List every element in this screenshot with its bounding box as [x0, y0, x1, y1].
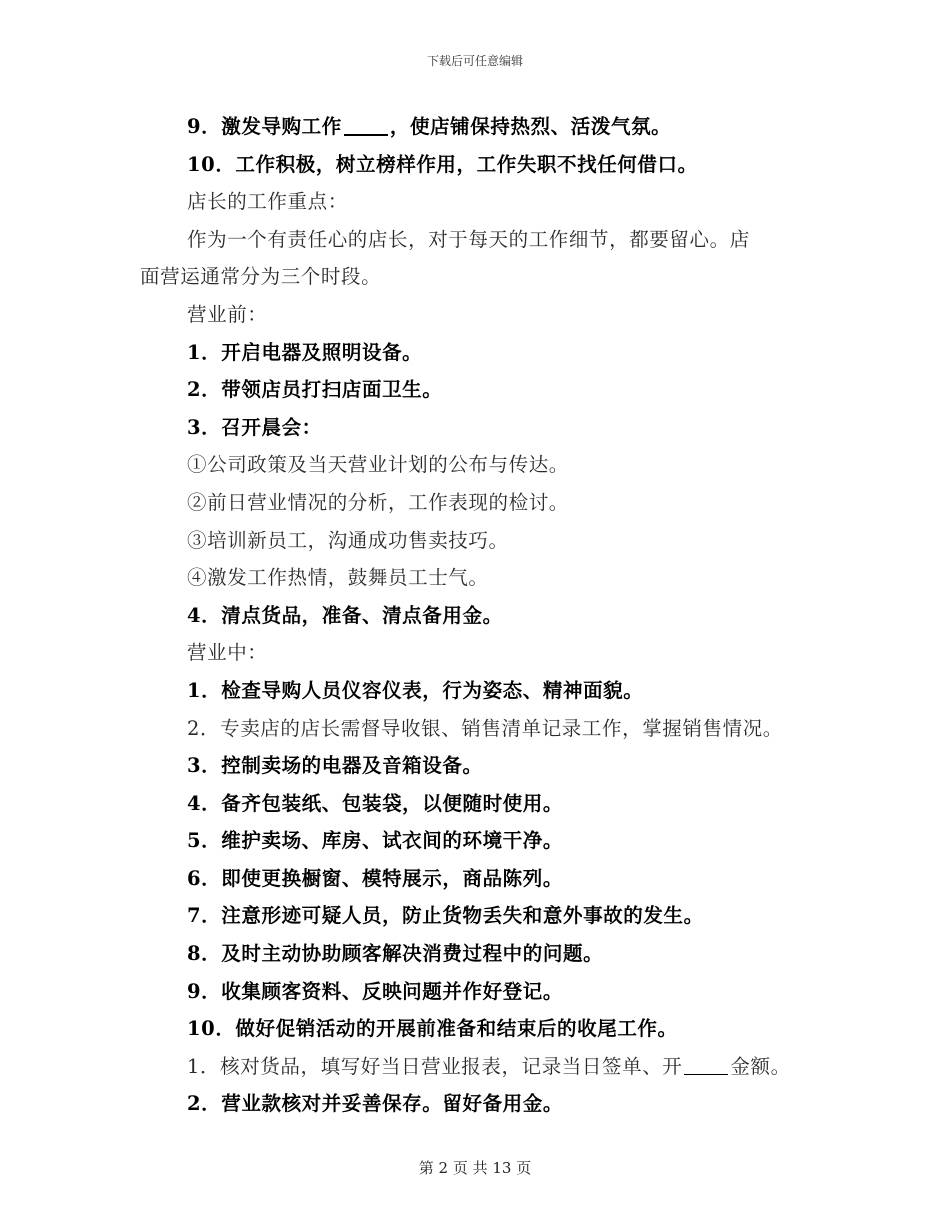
list-item: 5．维护卖场、库房、试衣间的环境干净。: [187, 829, 563, 853]
text-segment: 9．激发导购工作: [187, 115, 342, 138]
fill-in-blank: [344, 134, 388, 136]
list-item: 2．营业款核对并妥善保存。留好备用金。: [187, 1092, 563, 1116]
list-item: 2．带领店员打扫店面卫生。: [187, 378, 443, 402]
text-segment: 1．核对货品，填写好当日营业报表，记录当日签单、开: [187, 1054, 683, 1078]
list-item: [140, 1048, 820, 1086]
paragraph: [140, 108, 820, 146]
sub-list-item: ②前日营业情况的分析，工作表现的检讨。: [187, 490, 569, 514]
text-segment: ，使店铺保持热烈、活泼气氛。: [389, 115, 672, 138]
sub-list-item: ④激发工作热情，鼓舞员工士气。: [187, 566, 489, 590]
sub-list-item: ①公司政策及当天营业计划的公布与传达。: [187, 453, 569, 477]
list-item: 3．控制卖场的电器及音箱设备。: [187, 754, 483, 778]
page-header: 下载后可任意编辑: [426, 54, 523, 68]
section-heading: 店长的工作重点：: [187, 190, 348, 214]
list-item: 8．及时主动协助顾客解决消费过程中的问题。: [187, 942, 604, 966]
fill-in-blank: [684, 1074, 728, 1075]
text-segment: 金额。: [730, 1054, 791, 1078]
paragraph: 10．工作积极，树立榜样作用，工作失职不找任何借口。: [187, 152, 698, 176]
list-item: 7．注意形迹可疑人员，防止货物丢失和意外事故的发生。: [187, 904, 704, 928]
paragraph: 作为一个有责任心的店长，对于每天的工作细节，都要留心。店: [187, 227, 750, 251]
list-item: 3．召开晨会：: [187, 415, 322, 439]
document-body: [140, 108, 820, 1123]
list-item: 4．备齐包装纸、包装袋，以便随时使用。: [187, 791, 563, 815]
list-item: 10．做好促销活动的开展前准备和结束后的收尾工作。: [187, 1017, 678, 1041]
page-footer: 第 2 页 共 13 页: [418, 1159, 532, 1177]
list-item: 9．收集顾客资料、反映问题并作好登记。: [187, 979, 563, 1003]
section-heading: 营业中：: [187, 641, 268, 665]
sub-list-item: ③培训新员工，沟通成功售卖技巧。: [187, 528, 509, 552]
list-item: 1．检查导购人员仪容仪表，行为姿态、精神面貌。: [187, 678, 644, 702]
list-item: 4．清点货品，准备、清点备用金。: [187, 603, 503, 627]
list-item: 1．开启电器及照明设备。: [187, 340, 423, 364]
paragraph-continuation: 面营运通常分为三个时段。: [140, 265, 382, 289]
list-item: 6．即使更换橱窗、模特展示，商品陈列。: [187, 866, 563, 890]
list-item: 2．专卖店的店长需督导收银、销售清单记录工作，掌握销售情况。: [187, 716, 783, 740]
section-heading: 营业前：: [187, 302, 268, 326]
